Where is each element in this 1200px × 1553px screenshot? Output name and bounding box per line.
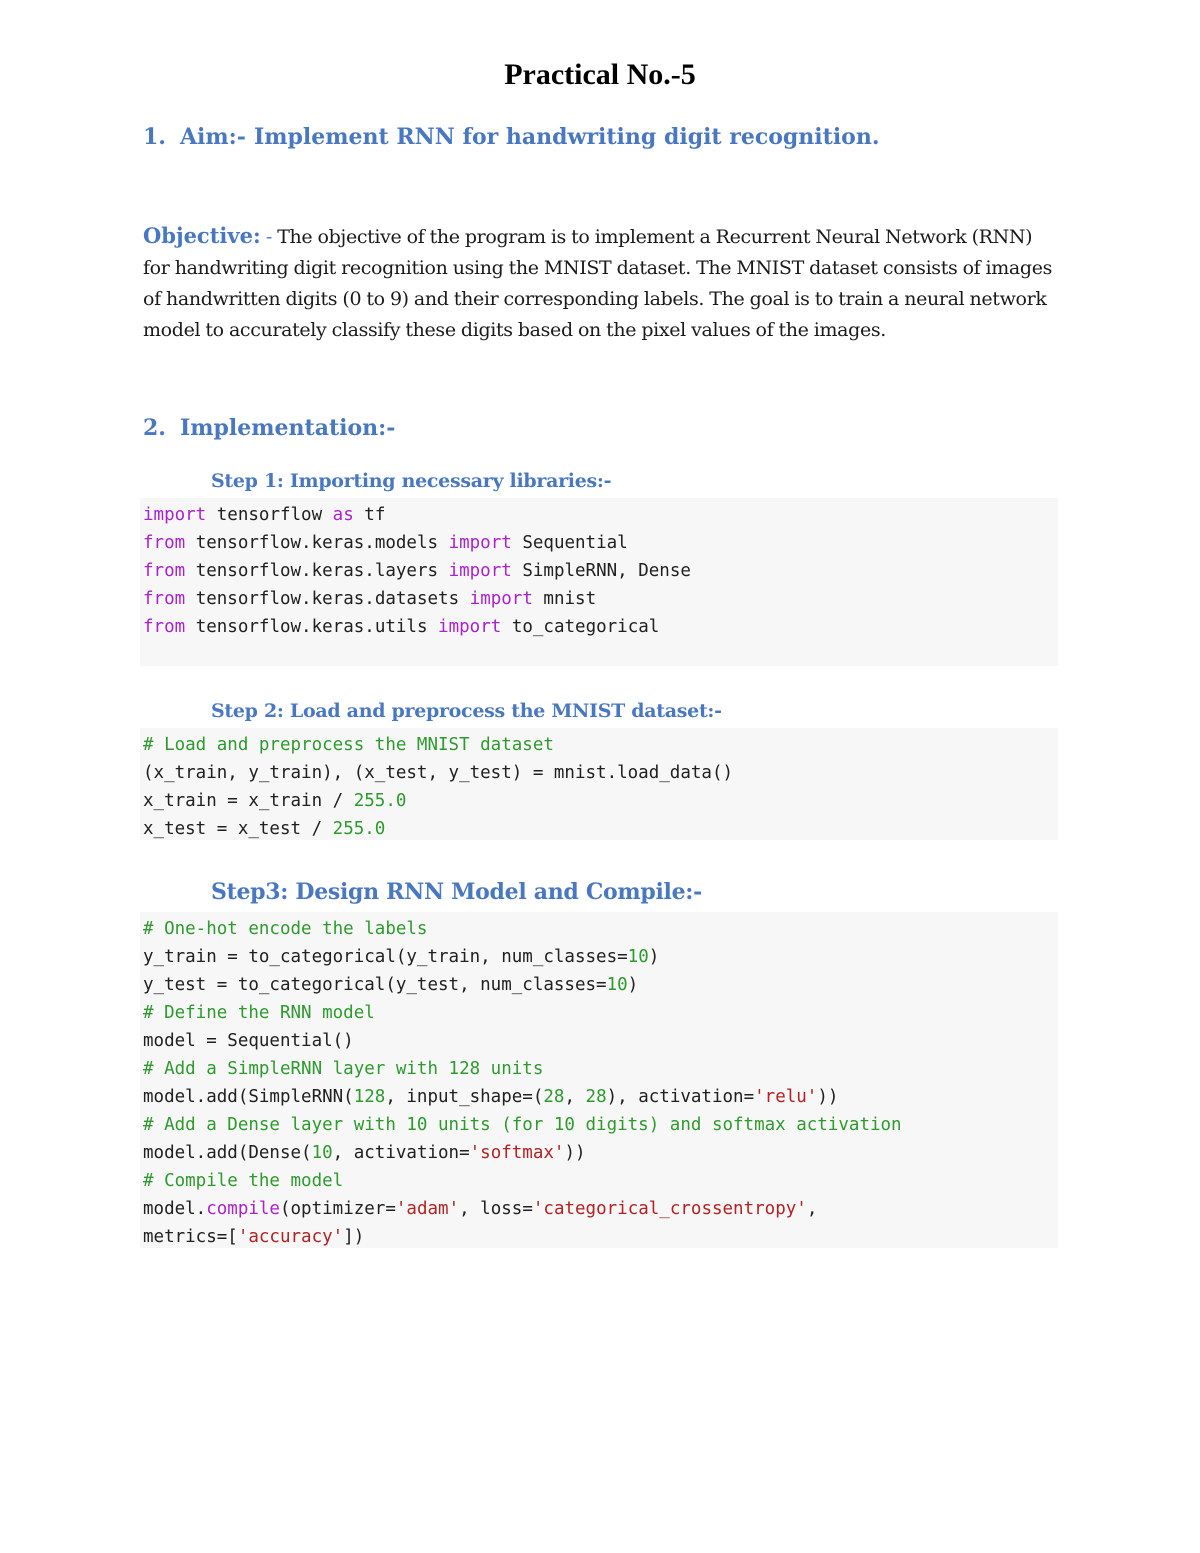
code-function: compile — [206, 1199, 280, 1219]
code-string: 'softmax' — [469, 1143, 565, 1163]
code-line — [143, 1027, 1058, 1055]
code-line — [143, 1223, 1058, 1251]
code-keyword: import — [448, 561, 512, 581]
code-line — [143, 943, 1058, 971]
code-keyword: as — [332, 505, 354, 525]
code-text: tensorflow.keras.models — [195, 533, 439, 553]
aim-heading — [143, 124, 880, 150]
objective-label: Objective: — [143, 223, 261, 248]
code-keyword: import — [143, 505, 207, 525]
code-line — [143, 1139, 1058, 1167]
code-text: (optimizer= — [279, 1199, 396, 1219]
code-keyword: from — [143, 589, 186, 609]
code-line — [143, 1167, 1058, 1195]
code-text: ) — [627, 975, 639, 995]
code-text: ), activation= — [606, 1087, 755, 1107]
code-line — [143, 557, 1058, 585]
code-text: mnist — [543, 589, 597, 609]
code-text: tf — [364, 505, 386, 525]
code-string: 'adam' — [395, 1199, 460, 1219]
code-block-step-1 — [140, 498, 1058, 666]
code-text: model = Sequential() — [143, 1031, 354, 1051]
code-comment: # Define the RNN model — [143, 1003, 375, 1023]
code-keyword: from — [143, 561, 186, 581]
code-block-step-2 — [140, 728, 1058, 840]
implementation-heading — [143, 415, 395, 441]
code-line — [143, 529, 1058, 557]
code-line — [143, 915, 1058, 943]
code-text: y_test = to_categorical(y_test, num_classes= — [143, 975, 607, 995]
code-text: tensorflow.keras.utils — [195, 617, 428, 637]
code-text: to_categorical — [511, 617, 660, 637]
objective-text: The objective of the program is to implement a Recurrent Neural Network (RNN) for handwriting digit recognition using the MNIST dataset. The MNIST dataset consists of images of handwritten digits (0 to 9) and their corresponding labels. The goal is to train a neural network model to accurately classify these digits based on the pixel values of the images. — [143, 226, 1053, 341]
code-text: , loss= — [459, 1199, 533, 1219]
code-text: , input_shape=( — [385, 1087, 544, 1107]
code-text: )) — [564, 1143, 586, 1163]
code-text: Sequential — [522, 533, 628, 553]
code-comment: # Add a SimpleRNN layer with 128 units — [143, 1059, 544, 1079]
code-string: 'categorical_crossentropy' — [532, 1199, 807, 1219]
code-text: , activation= — [332, 1143, 470, 1163]
code-keyword: import — [438, 617, 502, 637]
code-keyword: from — [143, 533, 186, 553]
code-text: model.add(SimpleRNN( — [143, 1087, 354, 1107]
code-number: 10 — [627, 947, 649, 967]
code-number: 28 — [543, 1087, 565, 1107]
code-line — [143, 1055, 1058, 1083]
code-number: 10 — [606, 975, 628, 995]
code-text: model. — [143, 1199, 207, 1219]
aim-number: 1. — [143, 124, 166, 150]
aim-text: Implement RNN for handwriting digit recognition. — [253, 124, 880, 150]
code-line — [143, 585, 1058, 613]
code-text: ]) — [343, 1227, 365, 1247]
code-line — [143, 1083, 1058, 1111]
code-text: SimpleRNN, Dense — [522, 561, 691, 581]
step-1-title: Step 1: Importing necessary libraries:- — [211, 470, 612, 492]
code-line — [143, 815, 1058, 843]
objective-dash: - — [265, 226, 272, 248]
code-line — [143, 787, 1058, 815]
code-keyword: import — [448, 533, 512, 553]
code-text: , — [564, 1087, 586, 1107]
step-2-title: Step 2: Load and preprocess the MNIST dataset:- — [211, 700, 722, 722]
code-text: tensorflow — [216, 505, 323, 525]
implementation-label: Implementation:- — [179, 415, 396, 441]
code-number: 128 — [353, 1087, 386, 1107]
code-text: (x_train, y_train), (x_test, y_test) = mnist.load_data() — [143, 763, 734, 783]
code-line — [143, 613, 1058, 641]
code-comment: # Load and preprocess the MNIST dataset — [143, 735, 554, 755]
code-text: x_train = x_train / — [143, 791, 354, 811]
code-block-step-3 — [140, 912, 1058, 1248]
implementation-number: 2. — [143, 415, 166, 441]
code-text: y_train = to_categorical(y_train, num_classes= — [143, 947, 628, 967]
code-number: 255.0 — [353, 791, 407, 811]
code-comment: # Compile the model — [143, 1171, 344, 1191]
code-number: 255.0 — [332, 819, 386, 839]
objective-paragraph — [143, 220, 1063, 346]
code-text: tensorflow.keras.datasets — [195, 589, 460, 609]
code-text: tensorflow.keras.layers — [195, 561, 439, 581]
code-line — [143, 1111, 1058, 1139]
code-line — [143, 731, 1058, 759]
code-comment: # Add a Dense layer with 10 units (for 10 digits) and softmax activation — [143, 1115, 902, 1135]
code-text: ) — [648, 947, 660, 967]
page-title: Practical No.-5 — [504, 58, 696, 91]
code-line — [143, 971, 1058, 999]
code-line — [143, 1195, 1058, 1223]
code-line — [143, 759, 1058, 787]
code-comment: # One-hot encode the labels — [143, 919, 428, 939]
code-text: x_test = x_test / — [143, 819, 333, 839]
code-number: 10 — [311, 1143, 333, 1163]
code-string: 'relu' — [754, 1087, 818, 1107]
step-3-title: Step3: Design RNN Model and Compile:- — [211, 879, 702, 905]
aim-label: Aim:- — [179, 124, 246, 150]
code-string: 'accuracy' — [237, 1227, 344, 1247]
code-line — [143, 999, 1058, 1027]
code-keyword: import — [469, 589, 533, 609]
code-text: metrics=[ — [143, 1227, 238, 1247]
code-keyword: from — [143, 617, 186, 637]
code-text: )) — [817, 1087, 839, 1107]
code-line — [143, 501, 1058, 529]
code-text: model.add(Dense( — [143, 1143, 312, 1163]
code-text: , — [806, 1199, 818, 1219]
code-number: 28 — [585, 1087, 607, 1107]
